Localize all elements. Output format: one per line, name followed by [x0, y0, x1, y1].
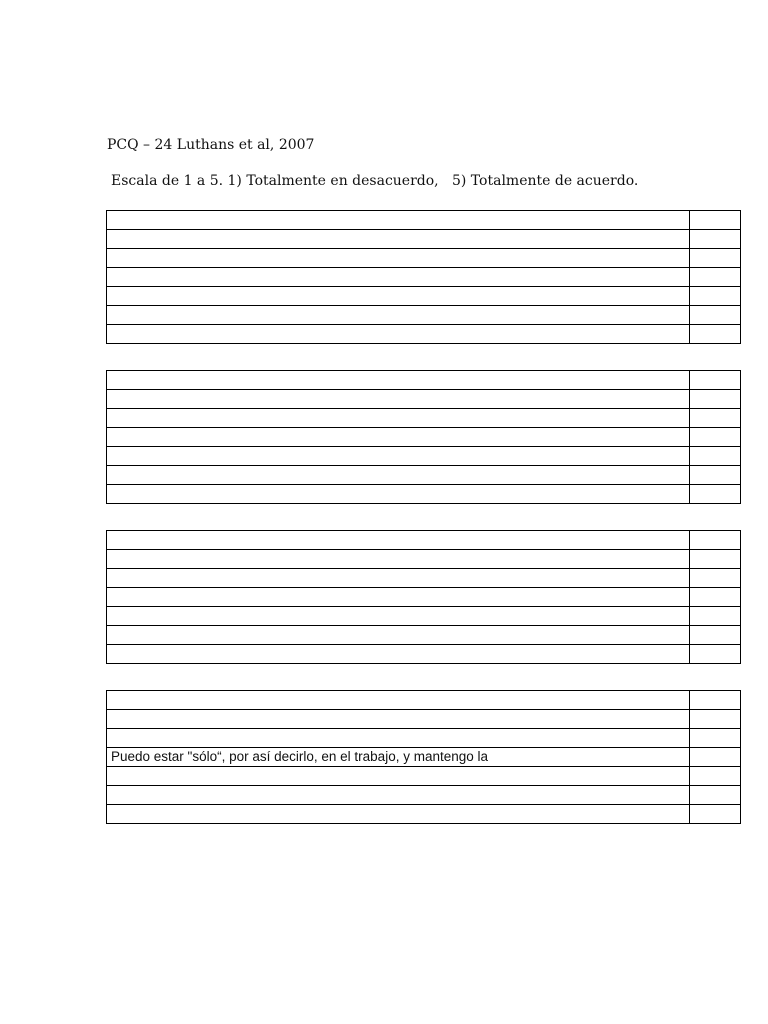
questionnaire-table-3	[106, 530, 741, 664]
score-cell	[689, 230, 740, 249]
score-cell	[689, 211, 740, 230]
item-cell	[107, 645, 690, 664]
item-cell	[107, 428, 690, 447]
item-cell	[107, 607, 690, 626]
table-row	[107, 729, 741, 748]
table-row	[107, 306, 741, 325]
score-cell	[689, 466, 740, 485]
item-cell	[107, 230, 690, 249]
score-cell	[689, 786, 740, 805]
item-cell	[107, 409, 690, 428]
item-cell	[107, 531, 690, 550]
table-row	[107, 748, 741, 767]
score-cell	[689, 447, 740, 466]
table-row	[107, 287, 741, 306]
table-row	[107, 211, 741, 230]
table-row	[107, 230, 741, 249]
score-cell	[689, 805, 740, 824]
table-row	[107, 531, 741, 550]
item-cell	[107, 390, 690, 409]
score-cell	[689, 409, 740, 428]
score-cell	[689, 729, 740, 748]
table-row	[107, 710, 741, 729]
table-row	[107, 268, 741, 287]
score-cell	[689, 325, 740, 344]
item-cell	[107, 485, 690, 504]
table-row	[107, 569, 741, 588]
score-cell	[689, 428, 740, 447]
score-cell	[689, 287, 740, 306]
item-cell	[107, 268, 690, 287]
score-cell	[689, 390, 740, 409]
table-row	[107, 447, 741, 466]
table-row	[107, 428, 741, 447]
item-cell	[107, 211, 690, 230]
item-cell	[107, 466, 690, 485]
score-cell	[689, 306, 740, 325]
table-row	[107, 645, 741, 664]
table-row	[107, 466, 741, 485]
table-row	[107, 550, 741, 569]
item-cell	[107, 710, 690, 729]
table-row	[107, 485, 741, 504]
score-cell	[689, 588, 740, 607]
item-cell	[107, 249, 690, 268]
score-cell	[689, 550, 740, 569]
item-cell	[107, 569, 690, 588]
score-cell	[689, 569, 740, 588]
item-cell	[107, 550, 690, 569]
table-row	[107, 767, 741, 786]
item-cell	[107, 626, 690, 645]
item-cell	[107, 325, 690, 344]
score-cell	[689, 485, 740, 504]
score-cell	[689, 645, 740, 664]
item-cell	[107, 447, 690, 466]
table-row	[107, 607, 741, 626]
item-cell	[107, 767, 690, 786]
item-cell	[107, 729, 690, 748]
score-cell	[689, 748, 740, 767]
item-cell	[107, 805, 690, 824]
score-cell	[689, 691, 740, 710]
score-cell	[689, 607, 740, 626]
item-cell	[107, 786, 690, 805]
score-cell	[689, 626, 740, 645]
table-row	[107, 626, 741, 645]
questionnaire-table-4	[106, 690, 741, 824]
table-row	[107, 325, 741, 344]
score-cell	[689, 249, 740, 268]
item-cell: Puedo estar "sólo“, por así decirlo, en el trabajo, y mantengo la	[107, 748, 690, 767]
document-title: PCQ – 24 Luthans et al, 2007	[107, 137, 315, 153]
scale-instructions: Escala de 1 a 5. 1) Totalmente en desacuerdo, 5) Totalmente de acuerdo.	[111, 173, 639, 189]
item-cell	[107, 371, 690, 390]
item-cell	[107, 691, 690, 710]
table-row	[107, 588, 741, 607]
score-cell	[689, 371, 740, 390]
item-cell	[107, 588, 690, 607]
table-row	[107, 786, 741, 805]
table-row	[107, 390, 741, 409]
score-cell	[689, 268, 740, 287]
table-row	[107, 249, 741, 268]
table-row	[107, 805, 741, 824]
table-row	[107, 691, 741, 710]
questionnaire-table-2	[106, 370, 741, 504]
score-cell	[689, 531, 740, 550]
table-row	[107, 371, 741, 390]
questionnaire-table-1	[106, 210, 741, 344]
table-row	[107, 409, 741, 428]
score-cell	[689, 710, 740, 729]
item-cell	[107, 306, 690, 325]
score-cell	[689, 767, 740, 786]
item-cell	[107, 287, 690, 306]
